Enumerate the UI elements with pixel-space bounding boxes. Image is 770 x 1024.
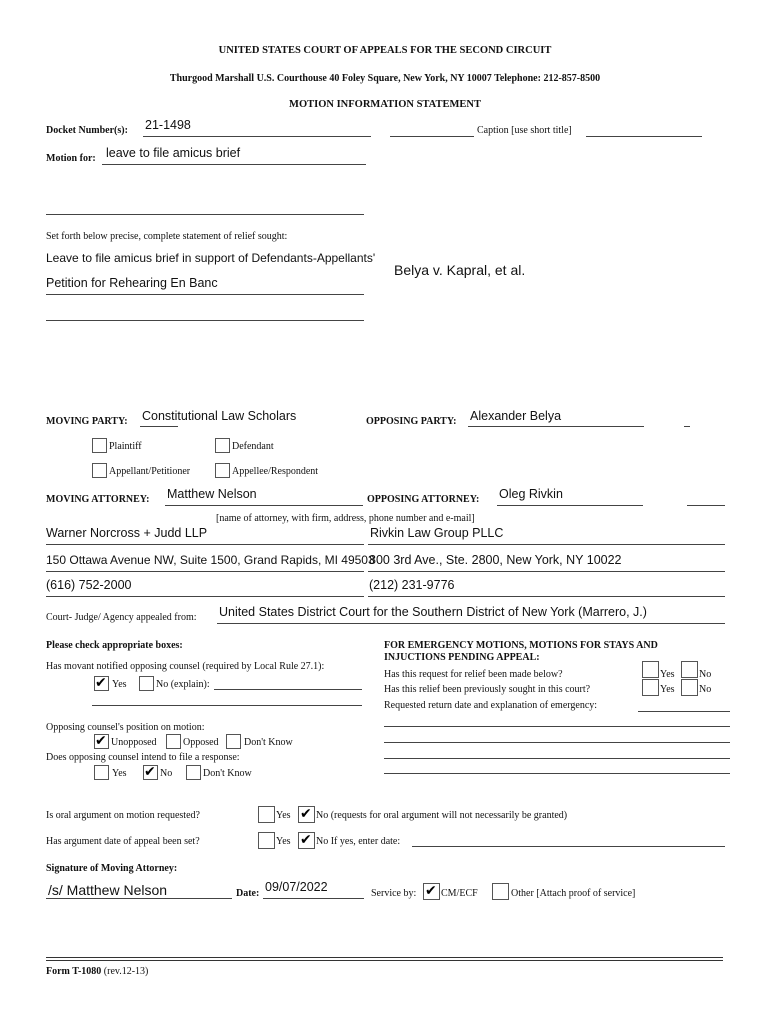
relief-sought-no-label: No	[699, 684, 712, 695]
emergency-heading-2: INJUCTIONS PENDING APPEAL:	[384, 652, 540, 663]
date-input[interactable]: 09/07/2022	[265, 880, 328, 894]
opposing-attorney-phone[interactable]: (212) 231-9776	[369, 578, 455, 592]
moving-attorney-label: MOVING ATTORNEY:	[46, 494, 150, 505]
oral-argument-no-checkmark: ✔	[300, 806, 312, 822]
notified-yes-checkmark: ✔	[95, 675, 107, 691]
relief-below-no-label: No	[699, 669, 712, 680]
plaintiff-label: Plaintiff	[109, 441, 142, 452]
defendant-checkbox[interactable]	[215, 438, 230, 453]
caption-input[interactable]: Belya v. Kapral, et al.	[394, 262, 526, 278]
notified-question: Has movant notified opposing counsel (required by Local Rule 27.1):	[46, 661, 325, 672]
opposing-party-input[interactable]: Alexander Belya	[470, 409, 562, 423]
service-label: Service by:	[371, 888, 417, 899]
opposing-attorney-address[interactable]: 800 3rd Ave., Ste. 2800, New York, NY 10022	[369, 553, 622, 567]
position-question: Opposing counsel's position on motion:	[46, 722, 205, 733]
moving-attorney-name[interactable]: Matthew Nelson	[167, 487, 257, 501]
opposing-attorney-name[interactable]: Oleg Rivkin	[499, 487, 563, 501]
intend-no-label: No	[160, 768, 173, 779]
opposed-label: Opposed	[183, 737, 219, 748]
intend-question: Does opposing counsel intend to file a response:	[46, 752, 240, 763]
plaintiff-checkbox[interactable]	[92, 438, 107, 453]
notified-no-checkbox[interactable]	[139, 676, 154, 691]
intend-dont-know-label: Don't Know	[203, 768, 252, 779]
argument-date-no-checkmark: ✔	[300, 832, 312, 848]
court-appealed-label: Court- Judge/ Agency appealed from:	[46, 612, 197, 623]
cm-ecf-label: CM/ECF	[441, 888, 478, 899]
unopposed-checkmark: ✔	[95, 733, 107, 749]
opposing-attorney-firm[interactable]: Rivkin Law Group PLLC	[370, 526, 504, 540]
caption-label: Caption [use short title]	[477, 125, 572, 136]
oral-argument-yes-checkbox[interactable]	[258, 806, 275, 823]
moving-attorney-firm[interactable]: Warner Norcross + Judd LLP	[46, 526, 208, 540]
other-service-checkbox[interactable]	[492, 883, 509, 900]
opposed-checkbox[interactable]	[166, 734, 181, 749]
moving-attorney-phone[interactable]: (616) 752-2000	[46, 578, 132, 592]
appellee-checkbox[interactable]	[215, 463, 230, 478]
moving-party-label: MOVING PARTY:	[46, 416, 128, 427]
signature-input[interactable]: /s/ Matthew Nelson	[48, 882, 168, 898]
intend-dont-know-checkbox[interactable]	[186, 765, 201, 780]
argument-date-question: Has argument date of appeal been set?	[46, 836, 200, 847]
defendant-label: Defendant	[232, 441, 274, 452]
appellant-checkbox[interactable]	[92, 463, 107, 478]
unopposed-label: Unopposed	[111, 737, 157, 748]
docket-label: Docket Number(s):	[46, 125, 128, 136]
motion-for-input[interactable]: leave to file amicus brief	[106, 146, 241, 160]
form-id-number: Form T-1080	[46, 966, 102, 977]
form-revision: (rev.12-13)	[103, 966, 149, 977]
notified-yes-label: Yes	[112, 679, 127, 690]
emergency-heading-1: FOR EMERGENCY MOTIONS, MOTIONS FOR STAYS AND	[384, 640, 658, 651]
oral-argument-yes-label: Yes	[276, 810, 291, 821]
appellee-label: Appellee/Respondent	[232, 466, 319, 477]
form-title: MOTION INFORMATION STATEMENT	[289, 99, 481, 110]
argument-date-no-label: No If yes, enter date:	[316, 836, 401, 847]
intend-no-checkmark: ✔	[144, 764, 156, 780]
relief-label: Set forth below precise, complete statement of relief sought:	[46, 231, 288, 242]
dont-know-label: Don't Know	[244, 737, 293, 748]
footer-divider-bottom	[46, 960, 723, 961]
emergency-q2: Has this relief been previously sought in this court?	[384, 684, 591, 695]
footer-divider-top	[46, 957, 723, 958]
relief-below-no-checkbox[interactable]	[681, 661, 698, 678]
other-service-label: Other [Attach proof of service]	[511, 888, 636, 899]
court-address: Thurgood Marshall U.S. Courthouse 40 Foley Square, New York, NY 10007 Telephone: 212-857-8500	[169, 73, 601, 84]
argument-date-yes-label: Yes	[276, 836, 291, 847]
cm-ecf-checkmark: ✔	[425, 883, 437, 899]
court-title: UNITED STATES COURT OF APPEALS FOR THE SECOND CIRCUIT	[218, 45, 552, 56]
attorney-note: [name of attorney, with firm, address, phone number and e-mail]	[216, 513, 475, 524]
court-appealed-input[interactable]: United States District Court for the Southern District of New York (Marrero, J.)	[219, 605, 647, 619]
argument-date-yes-checkbox[interactable]	[258, 832, 275, 849]
signature-label: Signature of Moving Attorney:	[46, 863, 178, 874]
oral-argument-no-label: No (requests for oral argument will not necessarily be granted)	[316, 810, 568, 821]
form-id	[46, 966, 148, 977]
relief-sought-no-checkbox[interactable]	[681, 679, 698, 696]
opposing-party-label: OPPOSING PARTY:	[366, 416, 457, 427]
moving-attorney-address[interactable]: 150 Ottawa Avenue NW, Suite 1500, Grand Rapids, MI 49503	[46, 553, 375, 567]
appellant-label: Appellant/Petitioner	[109, 466, 191, 477]
notified-no-label: No (explain):	[156, 679, 210, 690]
relief-below-yes-checkbox[interactable]	[642, 661, 659, 678]
relief-line-2[interactable]: Petition for Rehearing En Banc	[46, 276, 218, 290]
intend-yes-label: Yes	[112, 768, 127, 779]
emergency-q3: Requested return date and explanation of emergency:	[384, 700, 598, 711]
date-label: Date:	[236, 888, 260, 899]
motion-for-label: Motion for:	[46, 153, 96, 164]
intend-yes-checkbox[interactable]	[94, 765, 109, 780]
oral-argument-question: Is oral argument on motion requested?	[46, 810, 200, 821]
emergency-q1: Has this request for relief been made below?	[384, 669, 563, 680]
relief-sought-yes-label: Yes	[660, 684, 675, 695]
dont-know-checkbox[interactable]	[226, 734, 241, 749]
docket-input[interactable]: 21-1498	[145, 118, 191, 132]
opposing-attorney-label: OPPOSING ATTORNEY:	[367, 494, 480, 505]
relief-line-1[interactable]: Leave to file amicus brief in support of Defendants-Appellants'	[46, 251, 376, 265]
moving-party-input[interactable]: Constitutional Law Scholars	[142, 409, 297, 423]
relief-sought-yes-checkbox[interactable]	[642, 679, 659, 696]
check-boxes-heading: Please check appropriate boxes:	[46, 640, 183, 651]
relief-below-yes-label: Yes	[660, 669, 675, 680]
